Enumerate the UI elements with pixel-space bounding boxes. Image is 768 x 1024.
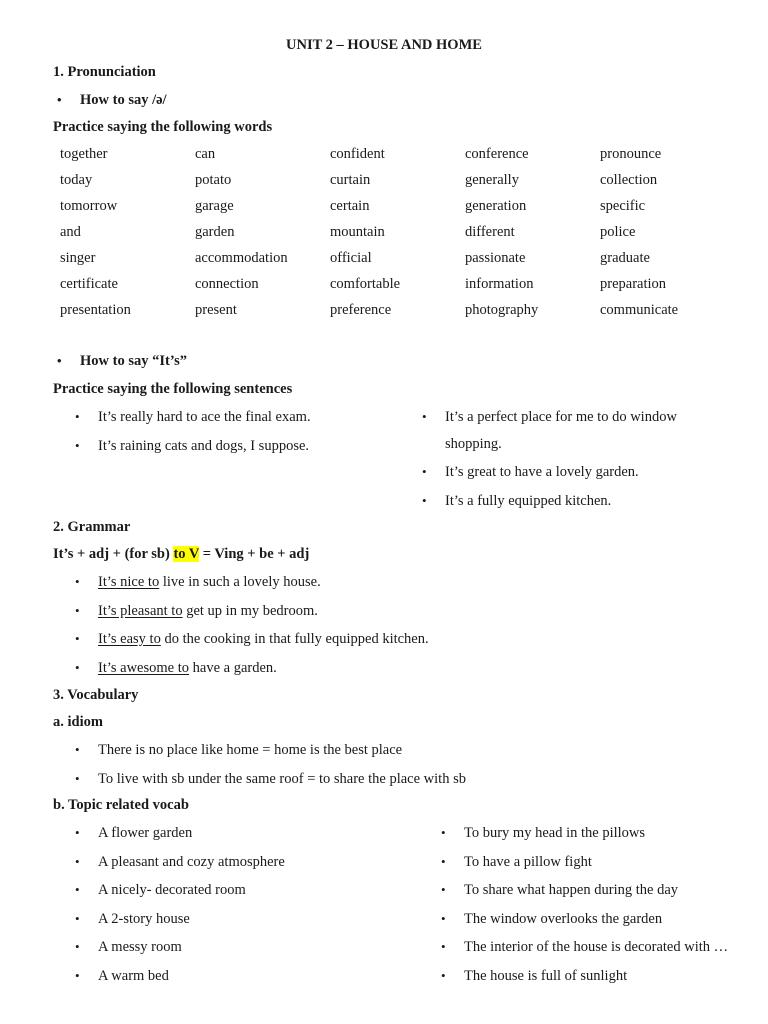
sentence-item: • It’s a fully equipped kitchen. bbox=[445, 493, 611, 510]
practice-word: police bbox=[600, 224, 636, 240]
practice-word: conference bbox=[465, 146, 529, 162]
vocab-item: • The house is full of sunlight bbox=[464, 968, 627, 985]
practice-word: passionate bbox=[465, 250, 526, 266]
practice-word: certain bbox=[330, 198, 370, 214]
vocab-item: • A messy room bbox=[98, 939, 182, 956]
practice-word: garage bbox=[195, 198, 234, 214]
example-pattern: It’s pleasant to bbox=[98, 603, 183, 619]
sentence-item: • It’s really hard to ace the final exam. bbox=[98, 409, 311, 426]
practice-word: connection bbox=[195, 276, 259, 292]
practice-word: different bbox=[465, 224, 515, 240]
practice-word: potato bbox=[195, 172, 232, 188]
practice-word: communicate bbox=[600, 302, 679, 318]
vocab-item: • To have a pillow fight bbox=[464, 854, 592, 871]
example-rest: live in such a lovely house. bbox=[159, 574, 321, 590]
example-pattern: It’s awesome to bbox=[98, 660, 190, 676]
practice-word: information bbox=[465, 276, 534, 292]
practice-word: presentation bbox=[60, 302, 131, 318]
subheading-schwa: • How to say /ə/ bbox=[80, 92, 167, 109]
sentence-item: • It’s great to have a lovely garden. bbox=[445, 464, 639, 481]
page-title: UNIT 2 – HOUSE AND HOME bbox=[286, 37, 482, 53]
practice-word: pronounce bbox=[600, 146, 662, 162]
grammar-example bbox=[98, 603, 318, 620]
grammar-example bbox=[98, 574, 321, 591]
practice-word: together bbox=[60, 146, 108, 162]
practice-words-label: Practice saying the following words bbox=[53, 119, 273, 135]
example-rest: do the cooking in that fully equipped kitchen. bbox=[160, 631, 429, 647]
vocab-item: • The window overlooks the garden bbox=[464, 911, 662, 928]
practice-word: singer bbox=[60, 250, 96, 266]
practice-word: official bbox=[330, 250, 372, 266]
practice-word: specific bbox=[600, 198, 646, 214]
example-pattern: It’s easy to bbox=[98, 631, 161, 647]
section-heading-vocabulary: 3. Vocabulary bbox=[53, 687, 139, 703]
practice-word: and bbox=[60, 224, 81, 240]
section-heading-pronunciation: 1. Pronunciation bbox=[53, 64, 156, 80]
practice-word: preference bbox=[330, 302, 392, 318]
vocab-item: • To share what happen during the day bbox=[464, 882, 678, 899]
practice-word: tomorrow bbox=[60, 198, 118, 214]
practice-word: preparation bbox=[600, 276, 667, 292]
practice-word: confident bbox=[330, 146, 385, 162]
grammar-example bbox=[98, 631, 429, 648]
practice-word: graduate bbox=[600, 250, 650, 266]
formula-part: It’s + adj + (for sb) bbox=[53, 546, 174, 562]
idiom-item: • To live with sb under the same roof = to share the place with sb bbox=[98, 771, 466, 788]
practice-word: today bbox=[60, 172, 93, 188]
subheading-its: • How to say “It’s” bbox=[80, 353, 187, 370]
practice-word: collection bbox=[600, 172, 658, 188]
formula-part: = Ving + be + adj bbox=[199, 546, 310, 562]
vocab-item: • A warm bed bbox=[98, 968, 169, 985]
practice-word: mountain bbox=[330, 224, 385, 240]
sentence-item: • It’s a perfect place for me to do window bbox=[445, 409, 677, 426]
vocab-item: • A flower garden bbox=[98, 825, 192, 842]
example-pattern: It’s nice to bbox=[98, 574, 160, 590]
grammar-formula bbox=[53, 546, 309, 563]
vocab-item: • A 2-story house bbox=[98, 911, 190, 928]
vocab-item: • To bury my head in the pillows bbox=[464, 825, 645, 842]
practice-word: accommodation bbox=[195, 250, 288, 266]
practice-word: photography bbox=[465, 302, 539, 318]
idiom-item: • There is no place like home = home is the best place bbox=[98, 742, 402, 759]
idiom-heading: a. idiom bbox=[53, 714, 103, 730]
example-rest: get up in my bedroom. bbox=[182, 603, 318, 619]
vocab-item: • The interior of the house is decorated with … bbox=[464, 939, 728, 956]
practice-word: present bbox=[195, 302, 237, 318]
practice-sentences-label: Practice saying the following sentences bbox=[53, 381, 293, 397]
practice-word: curtain bbox=[330, 172, 371, 188]
section-heading-grammar: 2. Grammar bbox=[53, 519, 131, 535]
sentence-item: • It’s raining cats and dogs, I suppose. bbox=[98, 438, 309, 455]
practice-word: garden bbox=[195, 224, 235, 240]
sentence-continuation: shopping. bbox=[445, 436, 502, 452]
practice-word: comfortable bbox=[330, 276, 401, 292]
grammar-example bbox=[98, 660, 277, 677]
formula-highlight: to V bbox=[173, 546, 200, 562]
practice-word: certificate bbox=[60, 276, 118, 292]
practice-word: generally bbox=[465, 172, 519, 188]
vocab-item: • A nicely- decorated room bbox=[98, 882, 246, 899]
practice-word: can bbox=[195, 146, 216, 162]
practice-word: generation bbox=[465, 198, 527, 214]
vocab-item: • A pleasant and cozy atmosphere bbox=[98, 854, 285, 871]
topic-vocab-heading: b. Topic related vocab bbox=[53, 797, 189, 813]
example-rest: have a garden. bbox=[189, 660, 277, 676]
